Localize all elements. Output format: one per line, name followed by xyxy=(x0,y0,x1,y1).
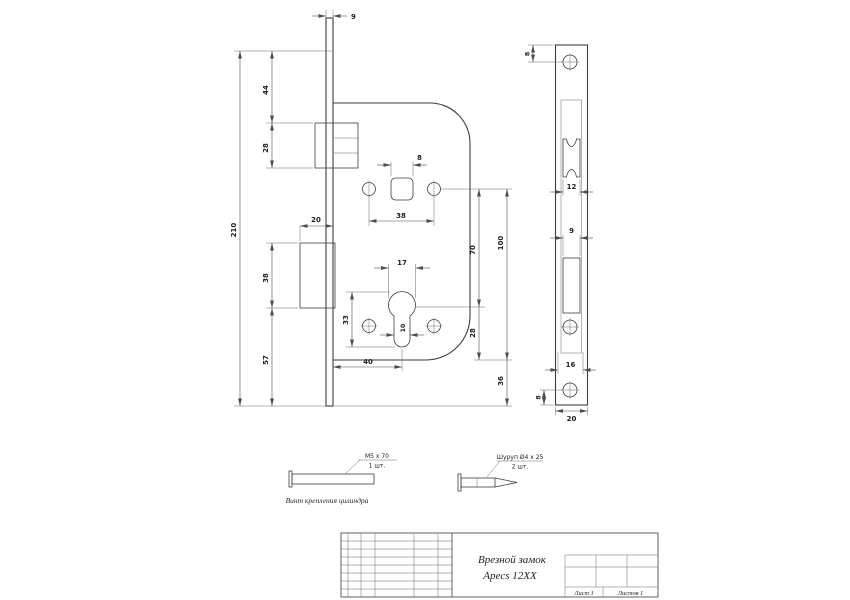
spindle-square-hole xyxy=(391,178,413,200)
dim-cylinder-height: 33 xyxy=(342,315,350,325)
dim-spindle-square: 8 xyxy=(417,154,422,162)
dim-cylinder-to-body-bottom: 28 xyxy=(469,328,477,338)
cylinder-screw-label-line2: 1 шт. xyxy=(368,462,386,470)
faceplate-edge xyxy=(326,18,333,406)
dim-bottom-hole-offset: 8 xyxy=(535,395,543,400)
sheets-cell: Листов 1 xyxy=(617,590,644,597)
dim-latch-height: 28 xyxy=(262,143,270,153)
dim-backset: 40 xyxy=(363,358,373,366)
lock-body-outline xyxy=(333,103,470,360)
cylinder-screw-caption: Винт крепления цилиндра xyxy=(285,496,369,505)
dim-hole-spacing: 16 xyxy=(565,361,576,369)
wood-screw-label-line1: Шуруп Ø4 х 25 xyxy=(496,454,544,461)
deadbolt-cutout xyxy=(563,258,580,313)
dim-top-hole-offset: 8 xyxy=(524,51,532,57)
dim-spindle-to-body-bottom: 100 xyxy=(497,235,505,251)
dim-plate-width: 20 xyxy=(566,415,577,423)
faceplate-dimensions xyxy=(525,45,597,423)
cylinder-fixing-screw xyxy=(286,453,397,505)
faceplate-outline xyxy=(556,45,588,405)
dim-latch-cutout-width: 12 xyxy=(566,183,577,191)
dim-spindle-to-cylinder: 70 xyxy=(469,245,477,255)
faceplate-middle-screw-hole xyxy=(561,318,579,336)
dim-faceplate-thickness: 9 xyxy=(351,13,356,21)
dim-deadbolt-height: 38 xyxy=(262,273,270,283)
dim-deadbolt-throw: 20 xyxy=(311,216,321,224)
fasteners xyxy=(286,453,544,505)
dim-cylinder-width: 17 xyxy=(397,259,407,267)
sheet-cell: Лист 1 xyxy=(574,590,594,597)
dim-top-to-latch: 44 xyxy=(262,85,270,95)
faceplate-view xyxy=(525,45,597,423)
title-block-revision-grid xyxy=(341,533,452,597)
main-view xyxy=(230,10,512,406)
wood-screw-label-line2: 2 шт. xyxy=(511,463,529,471)
latch-cutout xyxy=(563,139,580,177)
wood-screw xyxy=(458,454,544,491)
product-name-line1: Врезной замок xyxy=(478,554,546,566)
faceplate-top-screw-hole xyxy=(561,53,579,71)
dim-bolt-cutout-width: 9 xyxy=(569,227,574,235)
dim-handle-holes-span: 38 xyxy=(396,212,406,220)
cylinder-screw-label-line1: М5 х 70 xyxy=(365,453,389,460)
cylinder-hole-group xyxy=(361,292,443,347)
euro-cylinder-hole xyxy=(389,292,416,347)
latch-bolt xyxy=(315,123,358,168)
title-block xyxy=(341,533,658,597)
product-name-line2: Apecs 12XX xyxy=(483,570,537,582)
deadbolt xyxy=(300,243,335,308)
dim-total-height: 210 xyxy=(230,222,238,238)
dim-bottom-section: 57 xyxy=(262,355,270,365)
faceplate-bottom-screw-hole xyxy=(561,381,579,399)
dim-body-to-plate-bottom: 36 xyxy=(497,376,505,386)
dim-cylinder-slot-width: 10 xyxy=(400,323,407,333)
spindle-hole-group xyxy=(363,178,441,200)
